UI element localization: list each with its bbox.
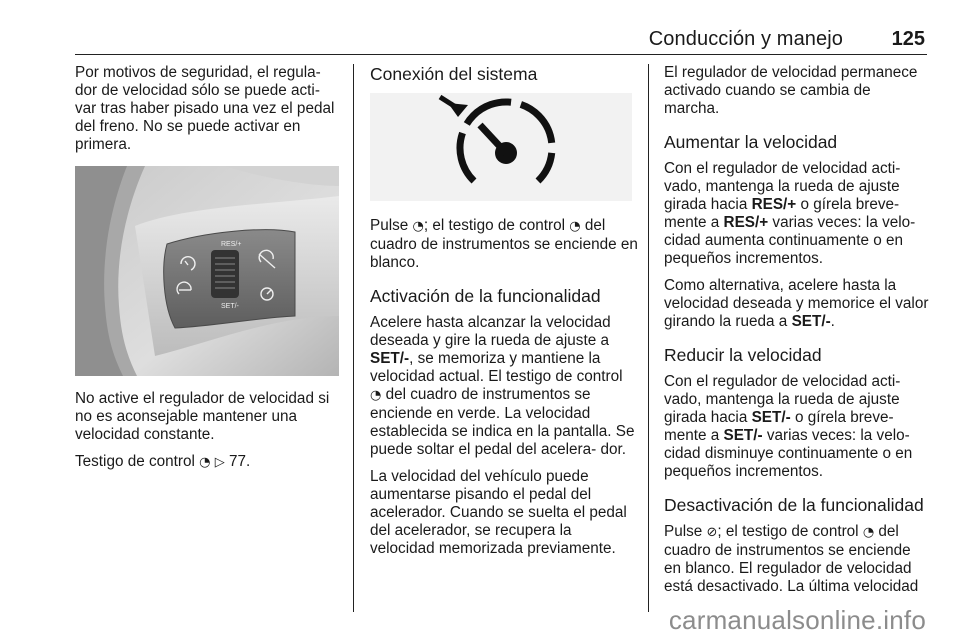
cruise-off-icon: ⊘ <box>706 525 718 540</box>
column-3 <box>664 64 930 605</box>
page-header <box>75 26 927 56</box>
set-label: SET/- <box>221 303 239 310</box>
column-divider-1 <box>353 64 354 612</box>
header-rule <box>75 54 927 55</box>
warning-paragraph: No active el regulador de velocidad si no es aconsejable mantener una velocidad constante. <box>75 390 330 443</box>
column-1 <box>75 64 343 481</box>
page-title: Conducción y manejo <box>648 28 843 50</box>
page-reference-icon: ▷ <box>214 455 225 470</box>
section-heading-reduce-speed: Reducir la velocidad <box>664 345 822 365</box>
control-light-reference: Testigo de control ◔ ▷ 77. <box>75 453 251 470</box>
steering-wheel-figure <box>75 166 339 376</box>
cruise-on-icon: ◔ <box>412 219 424 234</box>
safety-paragraph: Por motivos de seguridad, el regula- dor de velocidad sólo se puede acti- var tras haber pisado una vez el pedal del freno. No se puede activar en primera. <box>75 64 335 153</box>
gear-change-paragraph: El regulador de velocidad permanece activado cuando se cambia de marcha. <box>664 64 918 117</box>
deactivation-paragraph: Pulse ⊘; el testigo de control ◔ del cuadro de instrumentos se enciende en blanco. El regulador de velocidad está desactivado. La última velocidad <box>664 523 919 595</box>
section-heading-increase-speed: Aumentar la velocidad <box>664 132 838 152</box>
alternative-paragraph: Como alternativa, acelere hasta la velocidad deseada y memorice el valor girando la rueda a SET/-. <box>664 277 929 330</box>
column-2 <box>370 64 638 567</box>
increase-speed-paragraph: Con el regulador de velocidad acti- vado, mantenga la rueda de ajuste girada hacia RES/+ o gírela breve- mente a RES/+ varias veces: la velo- cidad aumenta continuamente o en pequeños incrementos. <box>664 160 916 267</box>
cruise-control-symbol-figure <box>370 93 632 201</box>
res-label: RES/+ <box>221 241 242 248</box>
section-heading-activation: Activación de la funcionalidad <box>370 286 601 306</box>
reduce-speed-paragraph: Con el regulador de velocidad acti- vado, mantenga la rueda de ajuste girada hacia SET/- o gírela breve- mente a SET/- varias veces: la velo- cidad disminuye continuamente o en pequeños incrementos. <box>664 373 913 480</box>
system-connection-paragraph: Pulse ◔; el testigo de control ◔ del cuadro de instrumentos se enciende en blanco. <box>370 217 638 271</box>
control-light-icon: ◔ <box>862 525 875 540</box>
accelerator-paragraph: La velocidad del vehículo puede aumentarse pisando el pedal del acelerador. Cuando se suelta el pedal del acelerador, se recupera la velocidad memorizada previamente. <box>370 468 627 557</box>
cruise-control-icon: ◔ <box>199 455 211 470</box>
column-divider-2 <box>648 64 649 612</box>
section-heading-deactivation: Desactivación de la funcionalidad <box>664 495 924 515</box>
control-light-icon: ◔ <box>569 219 581 234</box>
section-heading-system-connection: Conexión del sistema <box>370 64 538 84</box>
activation-paragraph: Acelere hasta alcanzar la velocidad deseada y gire la rueda de ajuste a SET/-, se memoriza y mantiene la velocidad actual. El testigo de control ◔ del cuadro de instrumentos se enciende en verde. La velocidad establecida se indica en la pantalla. Se puede soltar el pedal del acelera- dor. <box>370 314 635 458</box>
control-light-icon: ◔ <box>370 388 382 403</box>
watermark: carmanualsonline.info <box>668 605 926 635</box>
page-number: 125 <box>891 28 925 50</box>
